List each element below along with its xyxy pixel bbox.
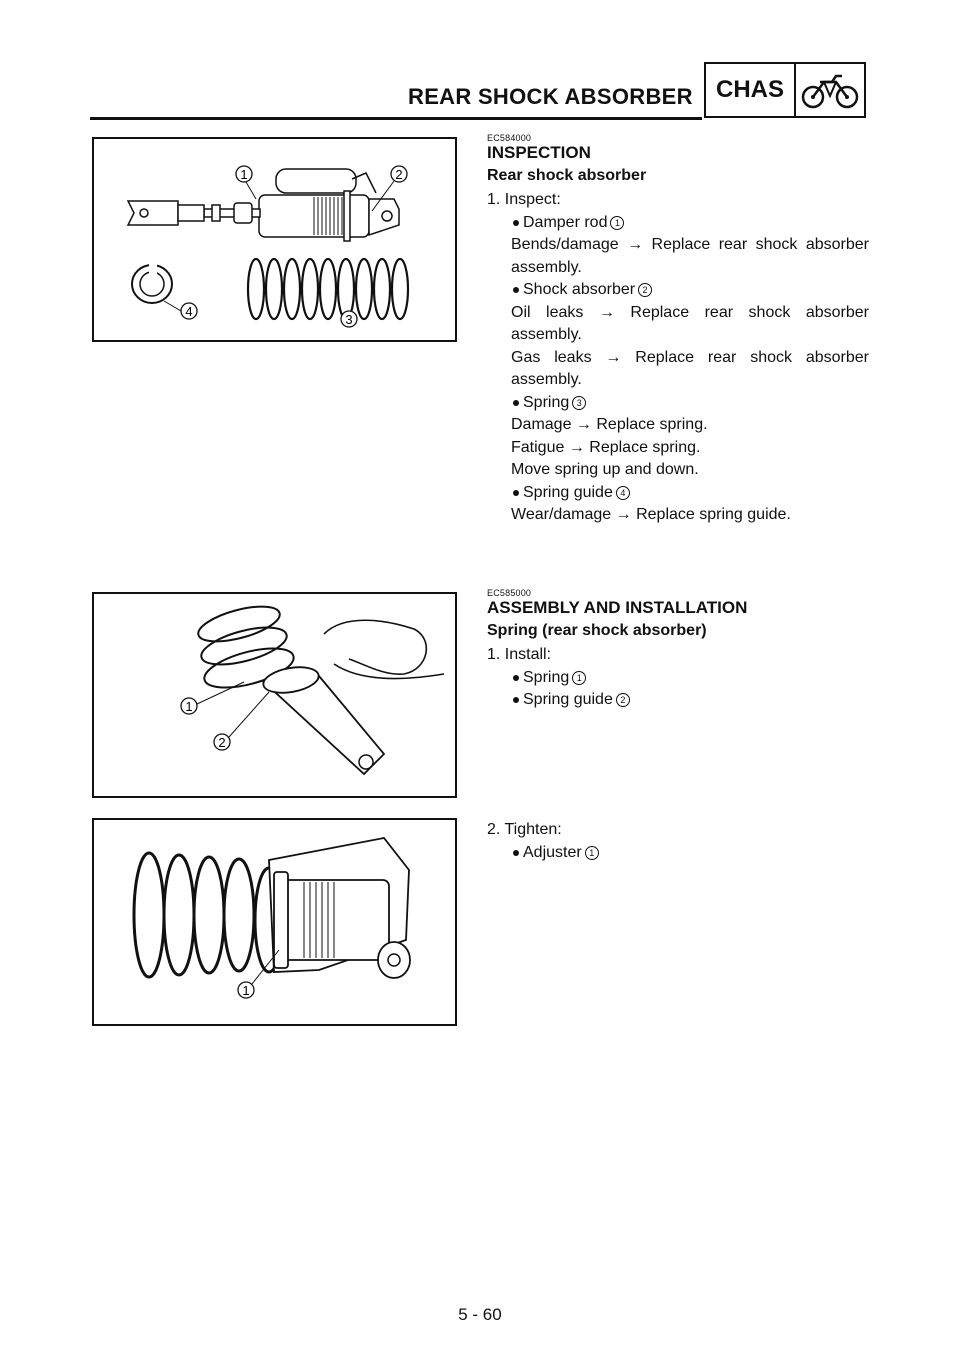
section-heading: INSPECTION — [487, 143, 591, 162]
list-item: Shock absorber 2 — [511, 279, 869, 302]
motorcycle-icon — [796, 64, 864, 116]
list-item: Spring 3 — [511, 392, 869, 415]
list-item: Damper rod 1 — [511, 212, 869, 235]
callout-1: 1 — [185, 699, 193, 714]
step-label: 1. Inspect: — [487, 191, 561, 208]
list-item: Spring guide 4 — [511, 482, 869, 505]
callout-1: 1 — [240, 167, 248, 182]
list-item: Adjuster 1 — [511, 842, 869, 865]
callout-3: 3 — [345, 312, 353, 327]
section-subheading: Spring (rear shock absorber) — [487, 622, 707, 639]
item-detail: Oil leaks → Replace rear shock absorber assembly. — [511, 303, 869, 343]
item-detail: Bends/damage → Replace rear shock absorber assembly. — [511, 236, 869, 276]
page-title: REAR SHOCK ABSORBER — [408, 84, 693, 109]
title-rule — [90, 117, 702, 120]
figure-spring-install — [92, 592, 457, 798]
assembly-section — [487, 589, 869, 712]
list-item: Spring 1 — [511, 667, 869, 690]
inspection-section — [487, 134, 869, 527]
section-label: CHAS — [706, 64, 796, 116]
callout-2: 2 — [395, 167, 403, 182]
tighten-step — [487, 817, 869, 864]
callout-2: 2 — [218, 735, 226, 750]
step-label: 1. Install: — [487, 646, 552, 663]
callout-4: 4 — [185, 304, 193, 319]
section-code: EC585000 — [487, 588, 532, 598]
item-detail: Damage → Replace spring. — [511, 416, 708, 433]
section-subheading: Rear shock absorber — [487, 167, 647, 184]
section-heading: ASSEMBLY AND INSTALLATION — [487, 598, 748, 617]
section-code: EC584000 — [487, 133, 532, 143]
page-number: 5 - 60 — [458, 1305, 502, 1324]
item-detail: Wear/damage → Replace spring guide. — [511, 506, 791, 523]
step-label: 2. Tighten: — [487, 821, 562, 838]
item-detail: Gas leaks → Replace rear shock absorber assembly. — [511, 348, 869, 388]
item-detail: Fatigue → Replace spring. — [511, 438, 701, 456]
item-detail: Move spring up and down. — [511, 461, 699, 478]
list-item: Spring guide 2 — [511, 689, 869, 712]
section-tab — [704, 62, 866, 118]
figure-shock-absorber-parts — [92, 137, 457, 342]
callout-1: 1 — [242, 983, 250, 998]
figure-adjuster — [92, 818, 457, 1026]
